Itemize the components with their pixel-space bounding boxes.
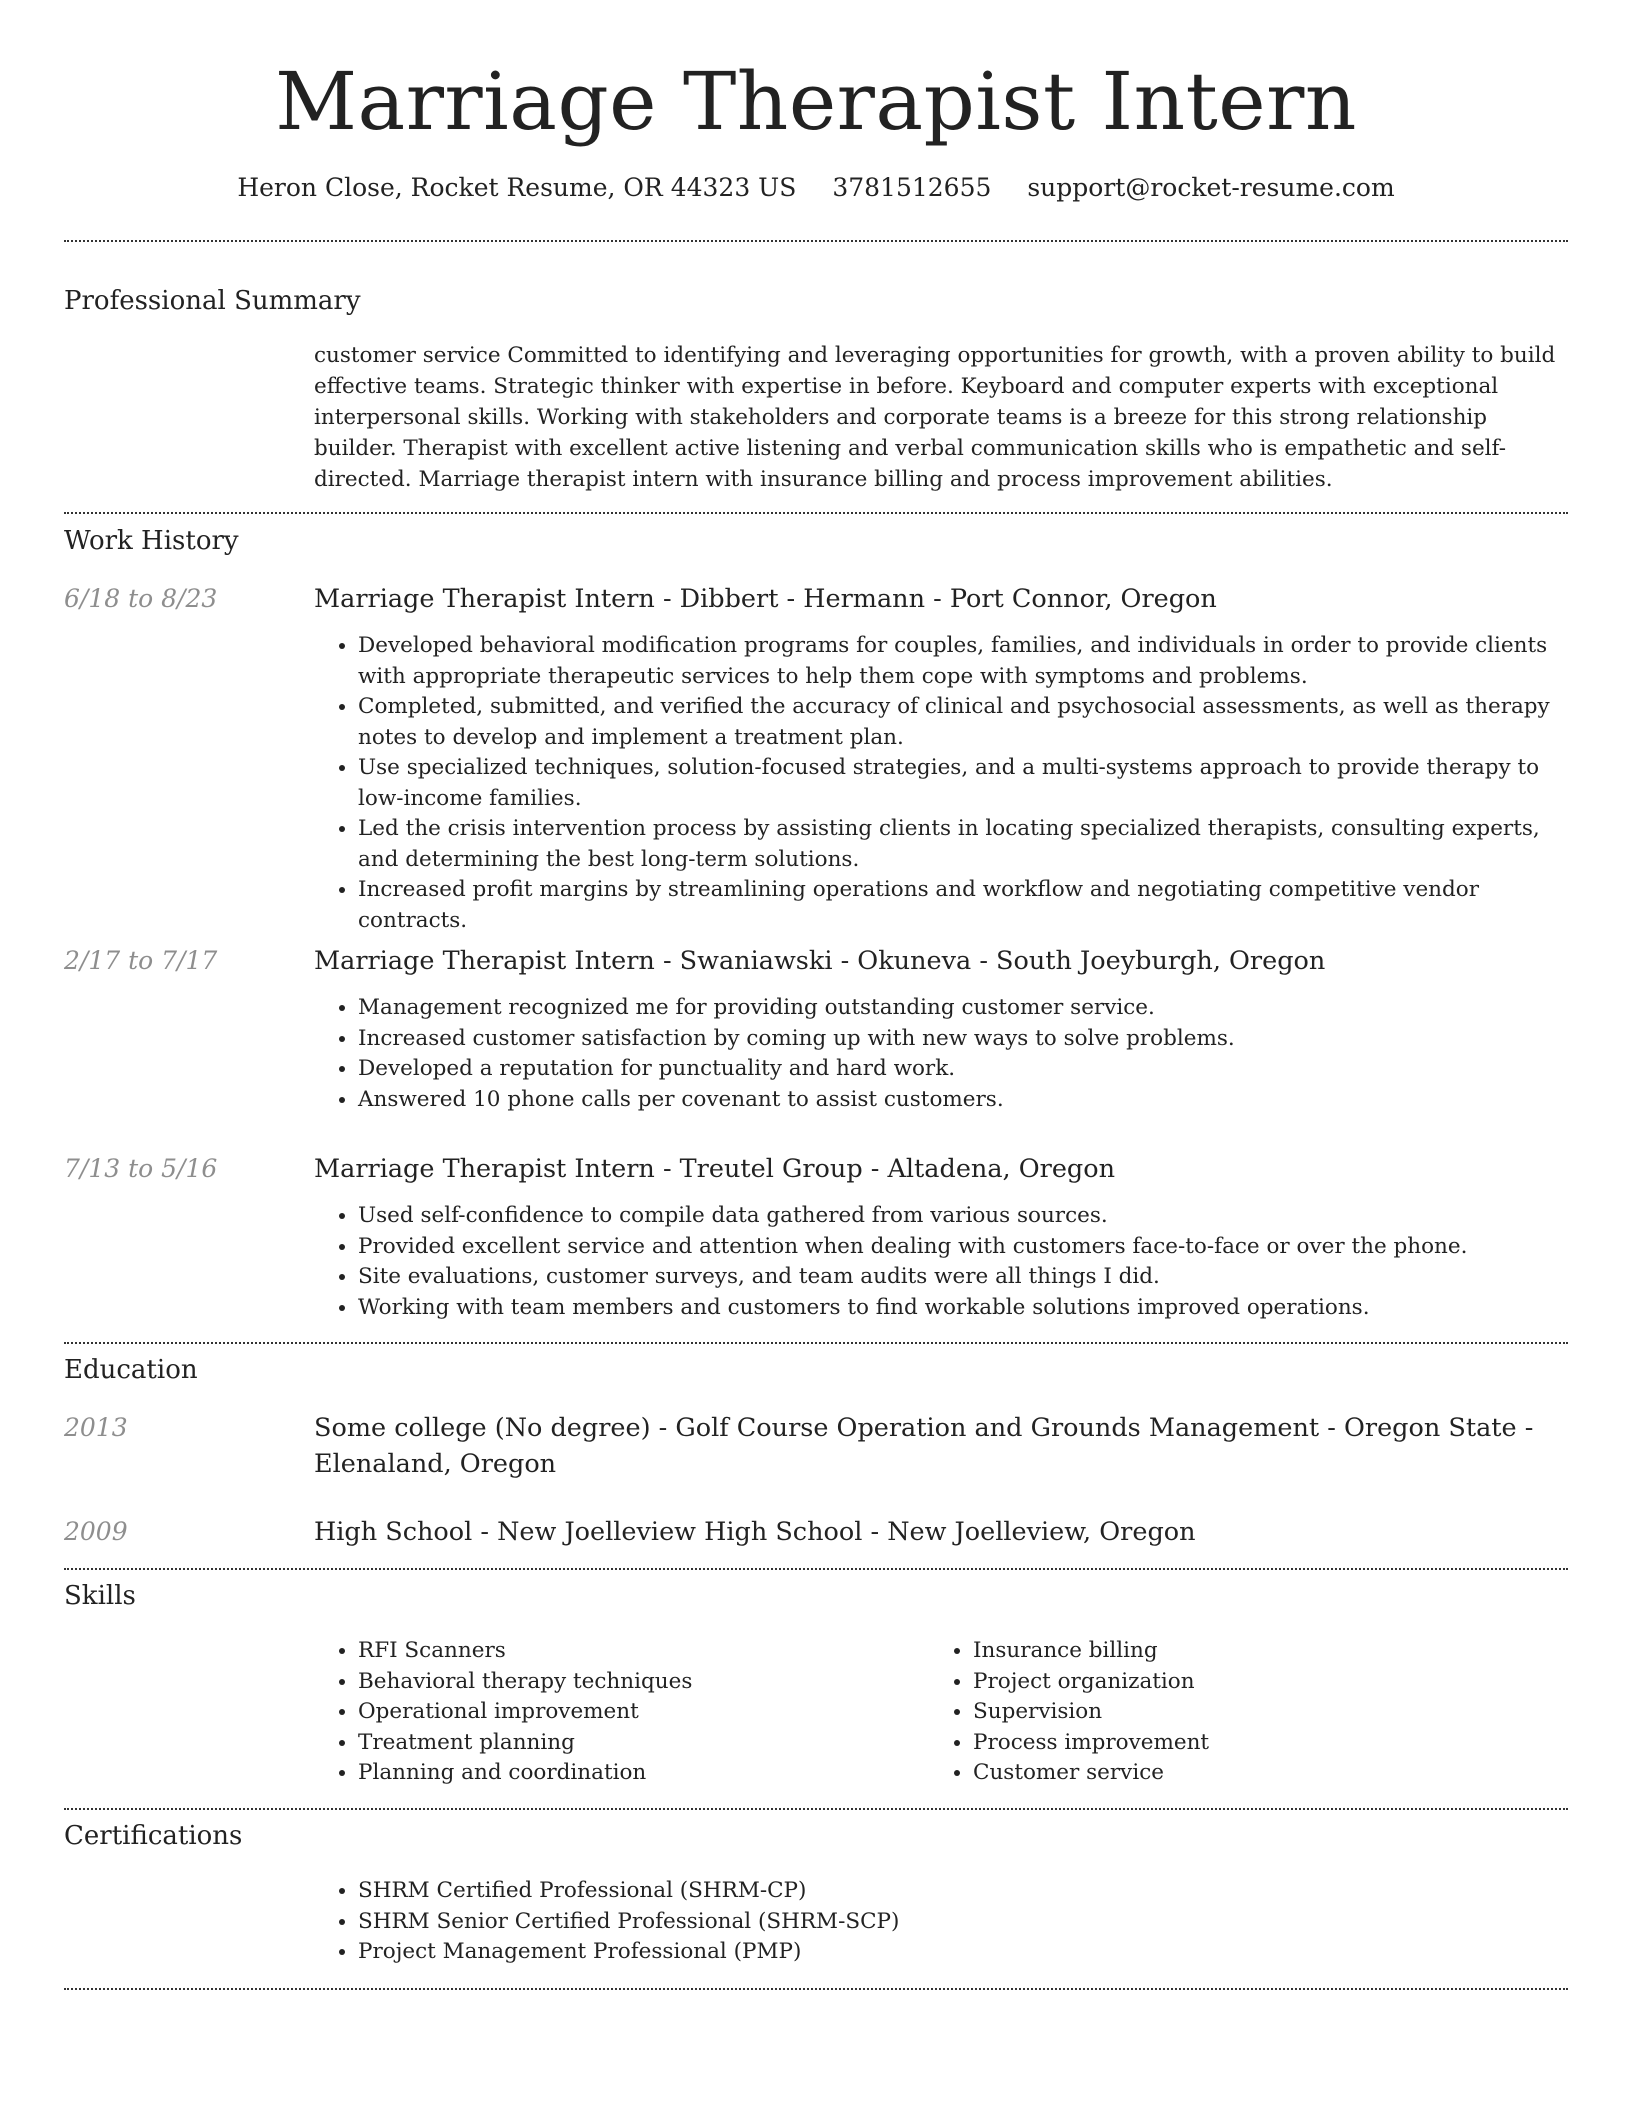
divider (64, 1568, 1568, 1570)
candidate-name: Marriage Therapist Intern (275, 55, 1357, 148)
list-item: • Increased customer satisfaction by coming up with new ways to solve problems. (358, 1024, 1568, 1055)
education-degree: High School (314, 1517, 473, 1547)
job-dates: 2/17 to 7/17 (64, 946, 218, 975)
divider (64, 1342, 1568, 1344)
list-item: • Treatment planning (358, 1728, 929, 1759)
education-degree: Some college (No degree) - Golf Course Operation and Grounds Management (314, 1413, 1320, 1443)
education-year: 2009 (64, 1517, 128, 1546)
divider (64, 1988, 1568, 1990)
list-item: • Behavioral therapy techniques (358, 1667, 929, 1698)
education-school: - New Joelleview High School - New Joelleview, Oregon (472, 1517, 1196, 1547)
section-title-certifications: Certifications (64, 1821, 243, 1851)
list-item: • Management recognized me for providing outstanding customer service. (358, 993, 1568, 1024)
list-item: • RFI Scanners (358, 1636, 929, 1667)
section-title-education: Education (64, 1355, 198, 1385)
job-dates: 6/18 to 8/23 (64, 584, 218, 613)
list-item: • Customer service (973, 1758, 1549, 1789)
section-title-skills: Skills (64, 1581, 136, 1611)
divider (64, 512, 1568, 514)
job-dates: 7/13 to 5/16 (64, 1154, 218, 1183)
education-entry (314, 1410, 1568, 1482)
list-item: • Operational improvement (358, 1697, 929, 1728)
divider (64, 1808, 1568, 1810)
job-bullets (314, 993, 1568, 1115)
divider (64, 240, 1568, 242)
list-item: • Insurance billing (973, 1636, 1549, 1667)
summary-text: customer service Committed to identifying and leveraging opportunities for growth, with a proven ability to build effective teams. Strategic thinker with expertise in before. Keyboard and computer experts with exceptional interpersonal skills. Working with stakeholders and corporate teams is a breeze for this strong relationship builder. Therapist with excellent active listening and verbal communication skills who is empathetic and self-directed. Marriage therapist intern with insurance billing and process improvement abilities. (314, 343, 1556, 492)
contact-phone: 3781512655 (832, 173, 992, 202)
education-entry (314, 1514, 1568, 1550)
job-title: Marriage Therapist Intern - Dibbert - Hermann - Port Connor, Oregon (314, 584, 1217, 614)
job-title: Marriage Therapist Intern - Swaniawski - Okuneva - South Joeyburgh, Oregon (314, 946, 1326, 976)
contact-address: Heron Close, Rocket Resume, OR 44323 US (237, 173, 797, 202)
list-item: • Developed a reputation for punctuality and hard work. (358, 1054, 1568, 1085)
skills-list-right (929, 1636, 1549, 1789)
list-item: • Process improvement (973, 1728, 1549, 1759)
education-year: 2013 (64, 1413, 128, 1442)
job-bullets (314, 631, 1568, 936)
list-item: • Use specialized techniques, solution-focused strategies, and a multi-systems approach to provide therapy to low-income families. (358, 753, 1568, 814)
job-bullets (314, 1201, 1568, 1323)
list-item: • Provided excellent service and attention when dealing with customers face-to-face or over the phone. (358, 1232, 1568, 1263)
list-item: • Working with team members and customers to find workable solutions improved operations. (358, 1293, 1568, 1324)
list-item: • Project organization (973, 1667, 1549, 1698)
list-item: • SHRM Senior Certified Professional (SHRM-SCP) (358, 1907, 1568, 1938)
list-item: • Site evaluations, customer surveys, and team audits were all things I did. (358, 1262, 1568, 1293)
job-title: Marriage Therapist Intern - Treutel Group - Altadena, Oregon (314, 1154, 1116, 1184)
section-title-work: Work History (64, 526, 239, 556)
contact-line (64, 170, 1568, 206)
list-item: • Completed, submitted, and verified the accuracy of clinical and psychosocial assessments, as well as therapy notes to develop and implement a treatment plan. (358, 692, 1568, 753)
list-item: • Supervision (973, 1697, 1549, 1728)
contact-email: support@rocket-resume.com (1027, 173, 1395, 202)
list-item: • Developed behavioral modification programs for couples, families, and individuals in order to provide clients with appropriate therapeutic services to help them cope with symptoms and problems. (358, 631, 1568, 692)
list-item: • Led the crisis intervention process by assisting clients in locating specialized therapists, consulting experts, and determining the best long-term solutions. (358, 814, 1568, 875)
list-item: • Used self-confidence to compile data gathered from various sources. (358, 1201, 1568, 1232)
list-item: • Planning and coordination (358, 1758, 929, 1789)
certifications-list (314, 1876, 1568, 1968)
list-item: • SHRM Certified Professional (SHRM-CP) (358, 1876, 1568, 1907)
list-item: • Project Management Professional (PMP) (358, 1937, 1568, 1968)
section-title-summary: Professional Summary (64, 286, 361, 316)
list-item: • Answered 10 phone calls per covenant to assist customers. (358, 1085, 1568, 1116)
skills-list-left (314, 1636, 929, 1789)
education-school: - Oregon State - Elenaland, Oregon (314, 1413, 1534, 1479)
list-item: • Increased profit margins by streamlining operations and workflow and negotiating competitive vendor contracts. (358, 875, 1568, 936)
